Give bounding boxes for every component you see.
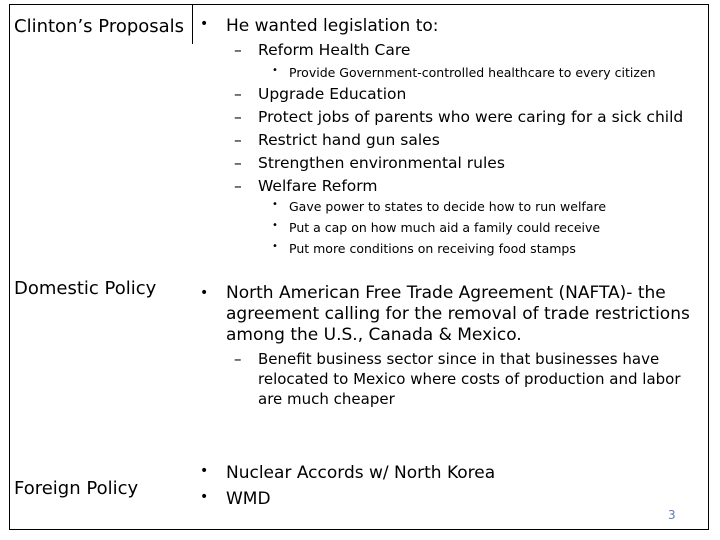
proposal-item: – Welfare Reform (234, 177, 378, 195)
page-number: 3 (668, 508, 676, 522)
proposals-label: Clinton’s Proposals (14, 16, 185, 37)
health-subitem: • Provide Government-controlled healthcare to every citizen (272, 65, 656, 80)
dash-icon: – (234, 131, 242, 149)
bullet-icon: • (200, 16, 209, 32)
bullet-icon: • (200, 489, 209, 505)
nafta-subtext: – Benefit business sector since in that businesses have relocated to Mexico where costs of production and labor are much cheaper (234, 350, 681, 408)
bullet-icon: • (272, 199, 278, 210)
foreign-item: • WMD (200, 489, 271, 509)
dash-icon: – (234, 41, 242, 59)
welfare-subitem: • Put a cap on how much aid a family could receive (272, 220, 601, 235)
proposal-item: – Upgrade Education (234, 85, 407, 103)
dash-icon: – (234, 154, 242, 172)
proposal-item: – Protect jobs of parents who were caring for a sick child (234, 108, 684, 126)
bullet-icon: • (272, 220, 278, 231)
dash-icon: – (234, 177, 242, 195)
dash-icon: – (234, 108, 242, 126)
bullet-icon: • (200, 463, 209, 479)
proposal-item: – Restrict hand gun sales (234, 131, 440, 149)
dash-icon: – (234, 350, 242, 368)
domestic-label: Domestic Policy (14, 278, 157, 299)
slide-frame (9, 4, 709, 530)
title-divider (192, 4, 193, 44)
bullet-icon: • (272, 241, 278, 252)
welfare-subitem: • Gave power to states to decide how to run welfare (272, 199, 607, 214)
bullet-icon: • (272, 65, 278, 76)
dash-icon: – (234, 85, 242, 103)
welfare-subitem: • Put more conditions on receiving food stamps (272, 241, 576, 256)
nafta-text: • North American Free Trade Agreement (NAFTA)- the agreement calling for the removal of trade restrictions among the U.S., Canada & Mexico. (200, 283, 690, 345)
foreign-label: Foreign Policy (14, 478, 139, 499)
proposal-item: – Reform Health Care (234, 41, 411, 59)
bullet-icon: • (200, 285, 209, 301)
foreign-item: • Nuclear Accords w/ North Korea (200, 463, 496, 483)
proposal-item: – Strengthen environmental rules (234, 154, 505, 172)
proposals-heading: • He wanted legislation to: (200, 16, 439, 36)
